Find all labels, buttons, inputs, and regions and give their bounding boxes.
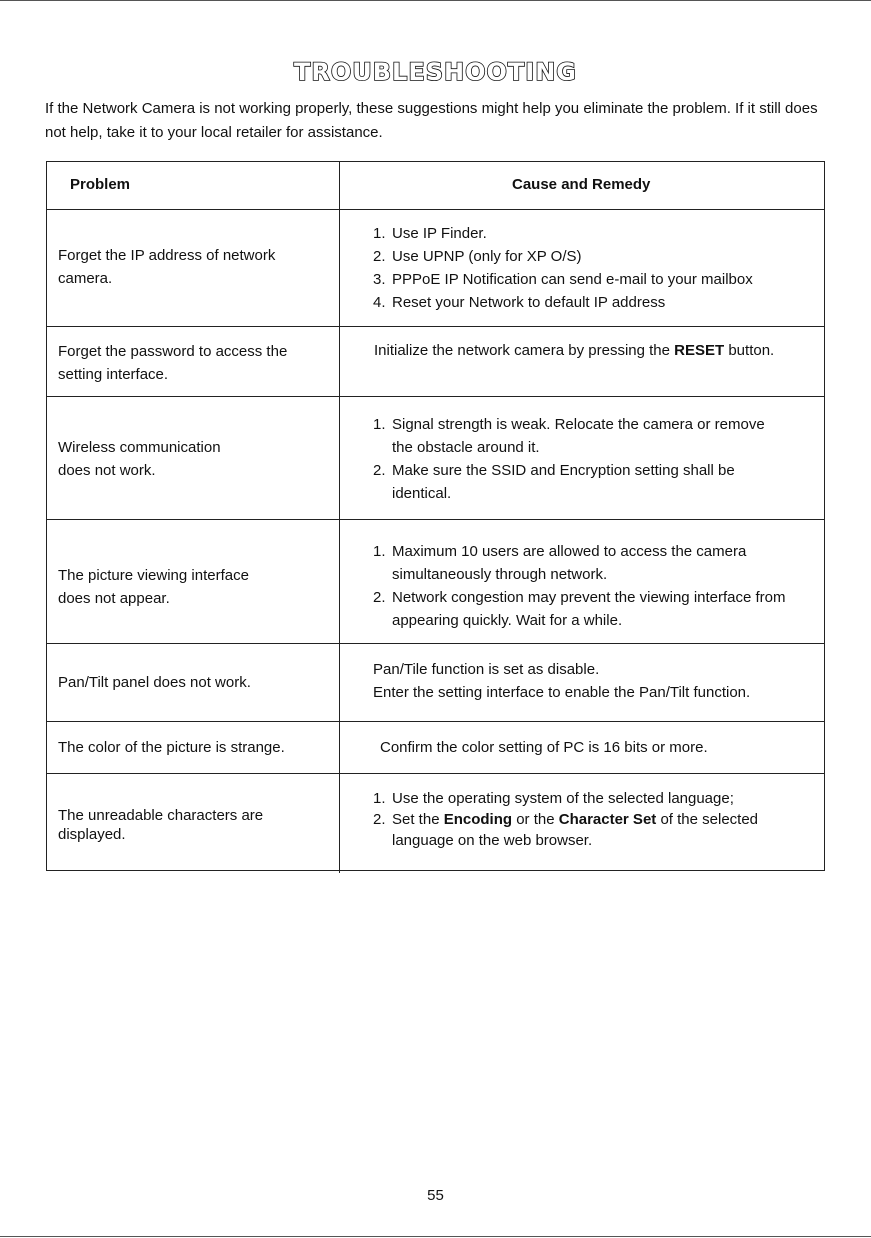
list-item: 2. Network congestion may prevent the viewing interface from appearing quickly. Wait for a while. xyxy=(373,589,786,629)
remedy-cell: Confirm the color setting of PC is 16 bits or more. xyxy=(380,739,708,756)
list-item: 4. Reset your Network to default IP address xyxy=(373,294,666,311)
header-cause-and-remedy: Cause and Remedy xyxy=(512,176,651,193)
row-divider xyxy=(46,721,825,722)
remedy-list xyxy=(373,413,773,505)
bottom-rule xyxy=(0,1236,871,1237)
remedy-cell: Initialize the network camera by pressing the RESET button. xyxy=(374,342,775,359)
row-divider xyxy=(46,773,825,774)
remedy-list xyxy=(373,222,818,314)
remedy-list xyxy=(373,540,798,632)
table-border-left xyxy=(46,161,47,871)
problem-cell: Forget the IP address of network camera. xyxy=(58,247,276,287)
problem-cell: The unreadable characters are displayed. xyxy=(58,807,264,843)
character-set-keyword: Character Set xyxy=(558,811,657,828)
remedy-cell: Pan/Tile function is set as disable. Enter the setting interface to enable the Pan/Tilt function. xyxy=(373,661,751,701)
table-border-right xyxy=(824,161,825,871)
remedy-list xyxy=(373,788,813,851)
page-number: 55 xyxy=(427,1187,444,1204)
problem-cell: The picture viewing interface does not appear. xyxy=(58,567,249,607)
list-item: 2. Set the Encoding or the Character Set of the selected language on the web browser. xyxy=(373,811,759,849)
list-item: 2. Make sure the SSID and Encryption setting shall be identical. xyxy=(373,462,735,502)
list-item: 2. Use UPNP (only for XP O/S) xyxy=(373,248,582,265)
row-divider xyxy=(46,396,825,397)
problem-cell: The color of the picture is strange. xyxy=(58,739,285,756)
list-item: 3. PPPoE IP Notification can send e-mail to your mailbox xyxy=(373,271,753,288)
list-item: 1. Use the operating system of the selected language; xyxy=(373,790,734,807)
table-column-divider xyxy=(339,161,340,873)
problem-cell: Pan/Tilt panel does not work. xyxy=(58,674,251,691)
table-header-divider xyxy=(46,209,825,210)
reset-keyword: RESET xyxy=(674,342,725,359)
intro-paragraph: If the Network Camera is not working properly, these suggestions might help you eliminate the problem. If it still does not help, take it to your local retailer for assistance. xyxy=(45,100,818,141)
list-item: 1. Signal strength is weak. Relocate the camera or remove the obstacle around it. xyxy=(373,416,765,456)
problem-cell: Wireless communication does not work. xyxy=(58,439,221,479)
table-border-bottom xyxy=(46,870,825,871)
list-item: 1. Use IP Finder. xyxy=(373,225,487,242)
problem-cell: Forget the password to access the setting interface. xyxy=(58,343,288,383)
list-item: 1. Maximum 10 users are allowed to access the camera simultaneously through network. xyxy=(373,543,747,583)
page-title: TROUBLESHOOTING xyxy=(294,58,577,86)
row-divider xyxy=(46,326,825,327)
table-border-top xyxy=(46,161,825,162)
row-divider xyxy=(46,643,825,644)
header-problem: Problem xyxy=(70,176,131,193)
row-divider xyxy=(46,519,825,520)
encoding-keyword: Encoding xyxy=(443,811,513,828)
